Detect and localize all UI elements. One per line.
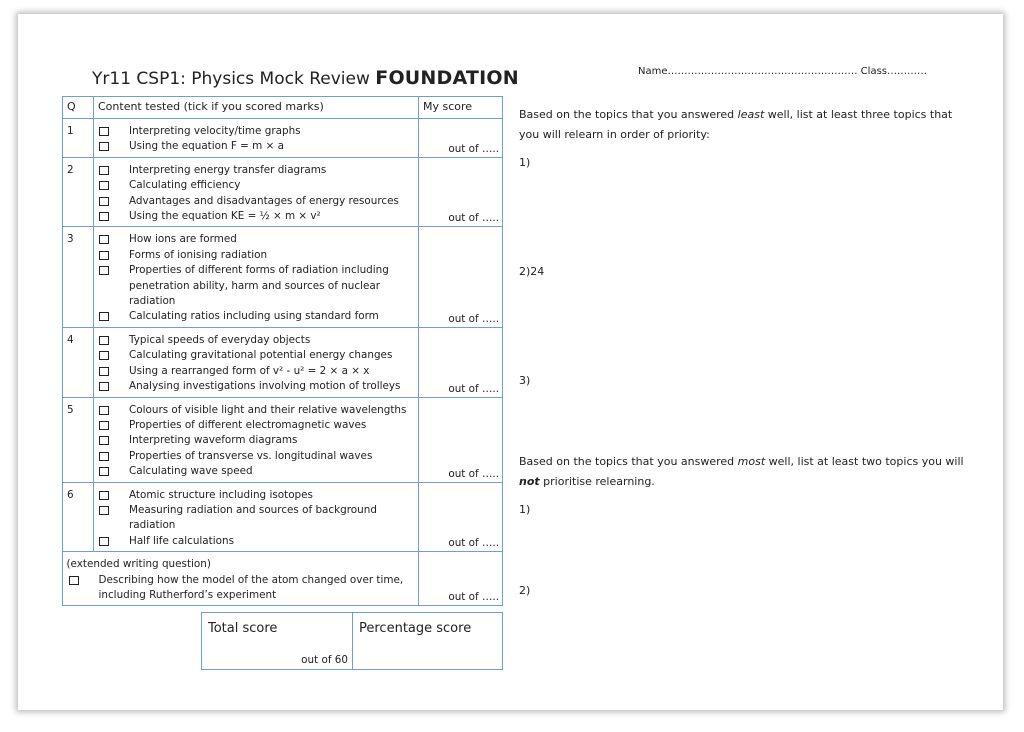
table-body [63, 119, 503, 552]
topic-text: Analysing investigations involving motion of trolleys [129, 380, 401, 393]
checkbox[interactable] [99, 436, 109, 445]
topic-item [98, 209, 418, 224]
topic-text: Interpreting energy transfer diagrams [129, 163, 327, 176]
topic-text: Properties of different electromagnetic waves [129, 418, 367, 431]
topic-item [98, 488, 418, 503]
out-of-text: out of ….. [448, 312, 499, 325]
topic-item [98, 139, 418, 154]
most-emphasis: most [737, 455, 766, 468]
topic-item [98, 403, 418, 418]
topic-text: Properties of transverse vs. longitudinal waves [129, 449, 373, 462]
topic-text: Forms of ionising radiation [129, 248, 268, 261]
checkbox[interactable] [99, 467, 109, 476]
topic-text: Interpreting velocity/time graphs [129, 125, 301, 137]
name-class-field[interactable]: Name………………………………………………… Class………… [638, 66, 927, 77]
checkbox[interactable] [99, 452, 109, 461]
topic-item [98, 248, 418, 263]
least-well-prompt [519, 105, 969, 145]
topic-item [98, 449, 418, 464]
extended-label: (extended writing question) [66, 558, 211, 571]
checkbox[interactable] [99, 312, 109, 321]
topic-text: Typical speeds of everyday objects [129, 333, 311, 346]
topic-text: Colours of visible light and their relative wavelengths [129, 403, 407, 416]
least-answer-1[interactable]: 1) [519, 156, 531, 169]
question-number: 4 [63, 327, 94, 397]
topic-item [98, 124, 418, 139]
least-emphasis: least [737, 108, 765, 121]
topic-item [98, 263, 418, 309]
topics-cell [94, 482, 419, 552]
out-of-text: out of ….. [448, 212, 499, 225]
least-answer-3[interactable]: 3) [519, 374, 531, 387]
topic-item [98, 534, 418, 549]
most-intro-3: prioritise relearning. [539, 475, 655, 488]
checkbox[interactable] [99, 382, 109, 391]
checkbox[interactable] [99, 506, 109, 515]
topics-cell [94, 227, 419, 327]
total-score-label: Total score [208, 621, 278, 636]
topic-text: Calculating efficiency [129, 179, 241, 192]
extended-topics-cell [66, 552, 419, 606]
checkbox[interactable] [99, 491, 109, 500]
topic-item [98, 163, 418, 178]
checkbox[interactable] [99, 181, 109, 190]
out-of-text: out of ….. [448, 537, 499, 550]
least-intro-2: well, list at least three topics that you will relearn in order of priority: [519, 108, 953, 141]
topic-text: Measuring radiation and sources of background radiation [129, 503, 377, 532]
most-well-prompt [519, 452, 969, 492]
topics-cell [94, 119, 419, 158]
checkbox[interactable] [99, 142, 109, 151]
out-of-text: out of ….. [448, 467, 499, 480]
topic-item [98, 333, 418, 348]
topic-item [98, 433, 418, 448]
review-table [62, 96, 503, 606]
checkbox[interactable] [99, 406, 109, 415]
topic-item [98, 464, 418, 479]
topic-text: Half life calculations [129, 534, 234, 547]
topic-text: How ions are formed [129, 233, 237, 246]
checkbox[interactable] [99, 212, 109, 221]
topic-item [98, 364, 418, 379]
topic-text: Properties of different forms of radiation including penetration ability, harm and sources of nuclear radiation [129, 264, 389, 308]
topic-item [98, 194, 418, 209]
topic-text: Using the equation F = m × a [129, 140, 284, 153]
checkbox[interactable] [99, 166, 109, 175]
extended-topic-list [64, 573, 419, 604]
least-answer-2[interactable]: 2)24 [519, 265, 545, 278]
score-cell[interactable] [419, 327, 503, 397]
header-content: Content tested (tick if you scored marks) [94, 97, 419, 119]
most-intro-1: Based on the topics that you answered [519, 455, 738, 468]
total-out-of: out of 60 [301, 654, 348, 666]
most-strong: not [519, 475, 540, 488]
question-number: 1 [63, 119, 94, 158]
question-row [63, 482, 503, 552]
out-of-text: out of ….. [448, 382, 499, 395]
question-number: 3 [63, 227, 94, 327]
topic-item [98, 232, 418, 247]
topic-text: Using a rearranged form of v² - u² = 2 × a × x [129, 364, 370, 377]
topic-item [98, 379, 418, 394]
topic-text: Atomic structure including isotopes [129, 488, 313, 501]
topic-text: Calculating wave speed [129, 465, 253, 478]
question-row [63, 119, 503, 158]
checkbox[interactable] [99, 197, 109, 206]
totals-table [201, 612, 503, 670]
score-cell[interactable] [419, 119, 503, 158]
checkbox[interactable] [99, 235, 109, 244]
most-intro-2: well, list at least two topics you will [765, 455, 964, 468]
percentage-score-cell[interactable] [353, 613, 503, 670]
topic-item [98, 348, 418, 363]
topic-text: Describing how the model of the atom changed over time, including Rutherford’s experiment [98, 573, 404, 601]
question-number: 5 [63, 397, 94, 482]
extended-row [63, 552, 503, 606]
checkbox[interactable] [99, 537, 109, 546]
topic-item [98, 309, 418, 324]
score-cell[interactable] [419, 482, 503, 552]
table-header-row [63, 97, 503, 119]
header-q: Q [63, 97, 94, 119]
score-cell[interactable] [419, 227, 503, 327]
topic-text: Advantages and disadvantages of energy resources [129, 194, 399, 207]
total-score-cell[interactable] [202, 613, 353, 670]
out-of-text: out of ….. [448, 142, 499, 155]
topic-item [98, 178, 418, 193]
topic-text: Interpreting waveform diagrams [129, 434, 298, 447]
checkbox[interactable] [69, 576, 79, 585]
score-cell[interactable] [419, 552, 503, 606]
checkbox[interactable] [99, 251, 109, 260]
topic-item [98, 503, 418, 534]
checkbox[interactable] [99, 127, 109, 136]
topics-cell [94, 157, 419, 227]
title-emphasis: FOUNDATION [375, 67, 519, 89]
checkbox[interactable] [99, 336, 109, 345]
most-answer-1[interactable]: 1) [519, 503, 531, 516]
question-number: 6 [63, 482, 94, 552]
topic-item [98, 418, 418, 433]
question-row [63, 397, 503, 482]
question-number: 2 [63, 157, 94, 227]
out-of-text: out of ….. [448, 591, 499, 604]
percentage-score-label: Percentage score [359, 621, 472, 636]
topic-text: Calculating gravitational potential energy changes [129, 349, 393, 362]
checkbox[interactable] [99, 421, 109, 430]
question-row [63, 157, 503, 227]
header-score: My score [419, 97, 503, 119]
checkbox[interactable] [99, 266, 109, 275]
topics-cell [94, 327, 419, 397]
title-prefix: Yr11 CSP1: Physics Mock Review [92, 69, 376, 89]
question-row [63, 227, 503, 327]
question-row [63, 327, 503, 397]
topic-text: Calculating ratios including using standard form [129, 310, 379, 323]
score-cell[interactable] [419, 397, 503, 482]
topic-text: Using the equation KE = ½ × m × v² [129, 210, 321, 223]
checkbox[interactable] [99, 367, 109, 376]
page-title [92, 67, 519, 89]
most-answer-2[interactable]: 2) [519, 584, 531, 597]
checkbox[interactable] [99, 351, 109, 360]
score-cell[interactable] [419, 157, 503, 227]
topics-cell [94, 397, 419, 482]
least-intro-1: Based on the topics that you answered [519, 108, 738, 121]
topic-item [68, 573, 419, 604]
